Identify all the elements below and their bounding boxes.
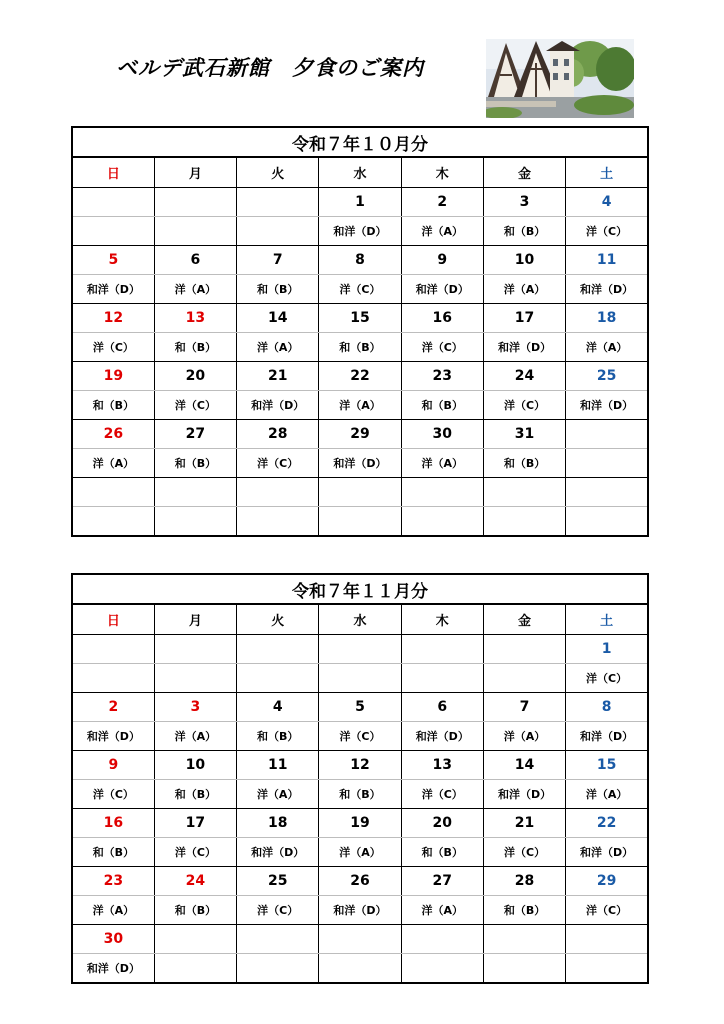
day-number: 17 (154, 809, 236, 838)
day-number: 15 (566, 751, 648, 780)
meal-type: 和洋（D） (566, 391, 648, 420)
calendar-heading: 令和７年１０月分 (72, 127, 648, 157)
day-number: 6 (401, 693, 483, 722)
week-row-meals (72, 217, 648, 246)
day-number: 28 (237, 420, 319, 449)
day-number (237, 188, 319, 217)
meal-type: 洋（C） (237, 896, 319, 925)
week-row-meals (72, 838, 648, 867)
meal-type: 洋（C） (401, 333, 483, 362)
day-number: 20 (154, 362, 236, 391)
meal-type (483, 507, 565, 537)
week-row-dates (72, 246, 648, 275)
day-number: 16 (401, 304, 483, 333)
day-number: 24 (154, 867, 236, 896)
meal-type: 洋（C） (483, 391, 565, 420)
meal-type: 洋（C） (566, 664, 648, 693)
weekday-fri: 金 (483, 157, 565, 188)
weekday-tue: 火 (237, 157, 319, 188)
day-number: 19 (72, 362, 154, 391)
day-number: 4 (566, 188, 648, 217)
meal-type: 和（B） (319, 780, 401, 809)
meal-type: 洋（A） (401, 217, 483, 246)
week-row-meals (72, 507, 648, 537)
meal-type: 洋（A） (72, 449, 154, 478)
calendar-october (71, 126, 649, 537)
day-number: 22 (319, 362, 401, 391)
week-row-meals (72, 954, 648, 984)
meal-type (319, 954, 401, 984)
day-number: 4 (237, 693, 319, 722)
meal-type: 洋（A） (319, 391, 401, 420)
meal-type: 和（B） (483, 896, 565, 925)
day-number (237, 635, 319, 664)
weekday-sat: 土 (566, 604, 648, 635)
day-number: 10 (483, 246, 565, 275)
day-number: 25 (237, 867, 319, 896)
day-number: 13 (401, 751, 483, 780)
meal-type (154, 664, 236, 693)
meal-type: 和（B） (154, 896, 236, 925)
day-number: 1 (566, 635, 648, 664)
day-number (566, 925, 648, 954)
meal-type (566, 507, 648, 537)
meal-type: 和（B） (237, 722, 319, 751)
weekday-mon: 月 (154, 604, 236, 635)
day-number: 29 (319, 420, 401, 449)
week-row-dates (72, 420, 648, 449)
weekday-mon: 月 (154, 157, 236, 188)
day-number (401, 925, 483, 954)
meal-type: 和洋（D） (319, 217, 401, 246)
day-number (401, 478, 483, 507)
day-number (154, 925, 236, 954)
day-number: 8 (319, 246, 401, 275)
meal-type: 和（B） (401, 391, 483, 420)
meal-type (401, 954, 483, 984)
day-number: 25 (566, 362, 648, 391)
week-row-meals (72, 664, 648, 693)
meal-type (483, 954, 565, 984)
meal-type: 洋（A） (483, 722, 565, 751)
weekday-sun: 日 (72, 604, 154, 635)
meal-type (237, 954, 319, 984)
day-number (319, 925, 401, 954)
meal-type: 洋（A） (237, 780, 319, 809)
day-number: 9 (72, 751, 154, 780)
week-row-dates (72, 693, 648, 722)
day-number (401, 635, 483, 664)
week-row-meals (72, 449, 648, 478)
day-number: 2 (401, 188, 483, 217)
meal-type: 洋（C） (401, 780, 483, 809)
meal-type: 洋（C） (319, 722, 401, 751)
meal-type: 洋（A） (154, 275, 236, 304)
meal-type: 洋（C） (72, 780, 154, 809)
meal-type (566, 449, 648, 478)
day-number: 21 (483, 809, 565, 838)
meal-type: 和（B） (319, 333, 401, 362)
meal-type: 洋（C） (72, 333, 154, 362)
day-number: 11 (566, 246, 648, 275)
meal-type: 和（B） (483, 217, 565, 246)
day-number: 19 (319, 809, 401, 838)
meal-type: 洋（C） (483, 838, 565, 867)
day-number (483, 478, 565, 507)
meal-type: 洋（C） (154, 838, 236, 867)
meal-type: 和洋（D） (237, 838, 319, 867)
day-number: 20 (401, 809, 483, 838)
meal-type (154, 217, 236, 246)
day-number (72, 188, 154, 217)
day-number: 29 (566, 867, 648, 896)
week-row-dates (72, 362, 648, 391)
meal-type: 洋（A） (154, 722, 236, 751)
day-number: 24 (483, 362, 565, 391)
day-number: 14 (237, 304, 319, 333)
meal-type: 洋（A） (72, 896, 154, 925)
meal-type (237, 217, 319, 246)
day-number: 26 (319, 867, 401, 896)
day-number: 14 (483, 751, 565, 780)
meal-type: 和洋（D） (237, 391, 319, 420)
meal-type: 洋（C） (154, 391, 236, 420)
day-number: 30 (72, 925, 154, 954)
week-row-meals (72, 391, 648, 420)
weekday-sun: 日 (72, 157, 154, 188)
weekday-thu: 木 (401, 604, 483, 635)
day-number: 31 (483, 420, 565, 449)
day-number: 18 (237, 809, 319, 838)
meal-type (154, 507, 236, 537)
meal-type (566, 954, 648, 984)
week-row-meals (72, 333, 648, 362)
meal-type (237, 507, 319, 537)
meal-type: 和洋（D） (319, 896, 401, 925)
day-number: 27 (401, 867, 483, 896)
meal-type: 和洋（D） (72, 954, 154, 984)
meal-type: 洋（C） (566, 896, 648, 925)
day-number: 30 (401, 420, 483, 449)
meal-type (319, 664, 401, 693)
meal-type (72, 217, 154, 246)
meal-type: 和（B） (401, 838, 483, 867)
day-number: 3 (154, 693, 236, 722)
meal-type (154, 954, 236, 984)
meal-type: 洋（A） (237, 333, 319, 362)
day-number: 12 (319, 751, 401, 780)
week-row-dates (72, 925, 648, 954)
calendar-heading: 令和７年１１月分 (72, 574, 648, 604)
meal-type: 和洋（D） (319, 449, 401, 478)
meal-type: 和洋（D） (72, 275, 154, 304)
meal-type: 洋（A） (401, 896, 483, 925)
meal-type (401, 507, 483, 537)
day-number: 15 (319, 304, 401, 333)
day-number (319, 635, 401, 664)
meal-type: 和（B） (154, 780, 236, 809)
day-number: 17 (483, 304, 565, 333)
day-number: 23 (72, 867, 154, 896)
weekday-wed: 水 (319, 157, 401, 188)
day-number: 1 (319, 188, 401, 217)
hotel-photo (486, 39, 634, 118)
meal-type: 和洋（D） (72, 722, 154, 751)
day-number: 2 (72, 693, 154, 722)
day-number: 6 (154, 246, 236, 275)
meal-type (72, 664, 154, 693)
day-number: 16 (72, 809, 154, 838)
day-number: 21 (237, 362, 319, 391)
day-number: 8 (566, 693, 648, 722)
weekday-tue: 火 (237, 604, 319, 635)
weekday-sat: 土 (566, 157, 648, 188)
day-number: 5 (319, 693, 401, 722)
day-number (154, 188, 236, 217)
meal-type: 和（B） (483, 449, 565, 478)
meal-type: 和洋（D） (483, 780, 565, 809)
day-number: 7 (483, 693, 565, 722)
calendar-november (71, 573, 649, 984)
meal-type: 和（B） (72, 838, 154, 867)
meal-type (483, 664, 565, 693)
meal-type: 和洋（D） (401, 275, 483, 304)
meal-type: 和洋（D） (566, 722, 648, 751)
day-number (237, 925, 319, 954)
meal-type (319, 507, 401, 537)
week-row-meals (72, 275, 648, 304)
meal-type: 洋（C） (237, 449, 319, 478)
week-row-dates (72, 809, 648, 838)
week-row-meals (72, 722, 648, 751)
meal-type: 洋（A） (483, 275, 565, 304)
meal-type: 和（B） (72, 391, 154, 420)
meal-type: 和洋（D） (566, 275, 648, 304)
day-number (72, 635, 154, 664)
meal-type (237, 664, 319, 693)
day-number (566, 420, 648, 449)
day-number: 18 (566, 304, 648, 333)
meal-type: 和洋（D） (483, 333, 565, 362)
day-number: 7 (237, 246, 319, 275)
day-number: 26 (72, 420, 154, 449)
day-number (72, 478, 154, 507)
day-number (483, 925, 565, 954)
week-row-meals (72, 896, 648, 925)
day-number (237, 478, 319, 507)
day-number (483, 635, 565, 664)
week-row-dates (72, 751, 648, 780)
day-number: 5 (72, 246, 154, 275)
week-row-dates (72, 867, 648, 896)
page-title: ベルデ武石新館 夕食のご案内 (116, 56, 424, 80)
week-row-dates (72, 304, 648, 333)
day-number: 28 (483, 867, 565, 896)
day-number: 23 (401, 362, 483, 391)
meal-type: 和（B） (237, 275, 319, 304)
day-number: 13 (154, 304, 236, 333)
day-number (566, 478, 648, 507)
day-number (154, 635, 236, 664)
week-row-dates (72, 188, 648, 217)
meal-type: 洋（A） (401, 449, 483, 478)
meal-type: 和洋（D） (566, 838, 648, 867)
week-row-dates (72, 478, 648, 507)
weekday-fri: 金 (483, 604, 565, 635)
meal-type: 洋（A） (566, 333, 648, 362)
day-number: 22 (566, 809, 648, 838)
meal-type: 洋（A） (566, 780, 648, 809)
weekday-wed: 水 (319, 604, 401, 635)
meal-type: 和（B） (154, 333, 236, 362)
meal-type: 洋（A） (319, 838, 401, 867)
day-number: 10 (154, 751, 236, 780)
meal-type: 和洋（D） (401, 722, 483, 751)
day-number: 9 (401, 246, 483, 275)
meal-type: 洋（C） (319, 275, 401, 304)
meal-type (72, 507, 154, 537)
week-row-dates (72, 635, 648, 664)
meal-type: 洋（C） (566, 217, 648, 246)
hotel-building-image (486, 39, 634, 118)
meal-type: 和（B） (154, 449, 236, 478)
day-number (154, 478, 236, 507)
day-number: 11 (237, 751, 319, 780)
day-number: 12 (72, 304, 154, 333)
weekday-thu: 木 (401, 157, 483, 188)
week-row-meals (72, 780, 648, 809)
meal-type (401, 664, 483, 693)
day-number (319, 478, 401, 507)
day-number: 3 (483, 188, 565, 217)
day-number: 27 (154, 420, 236, 449)
